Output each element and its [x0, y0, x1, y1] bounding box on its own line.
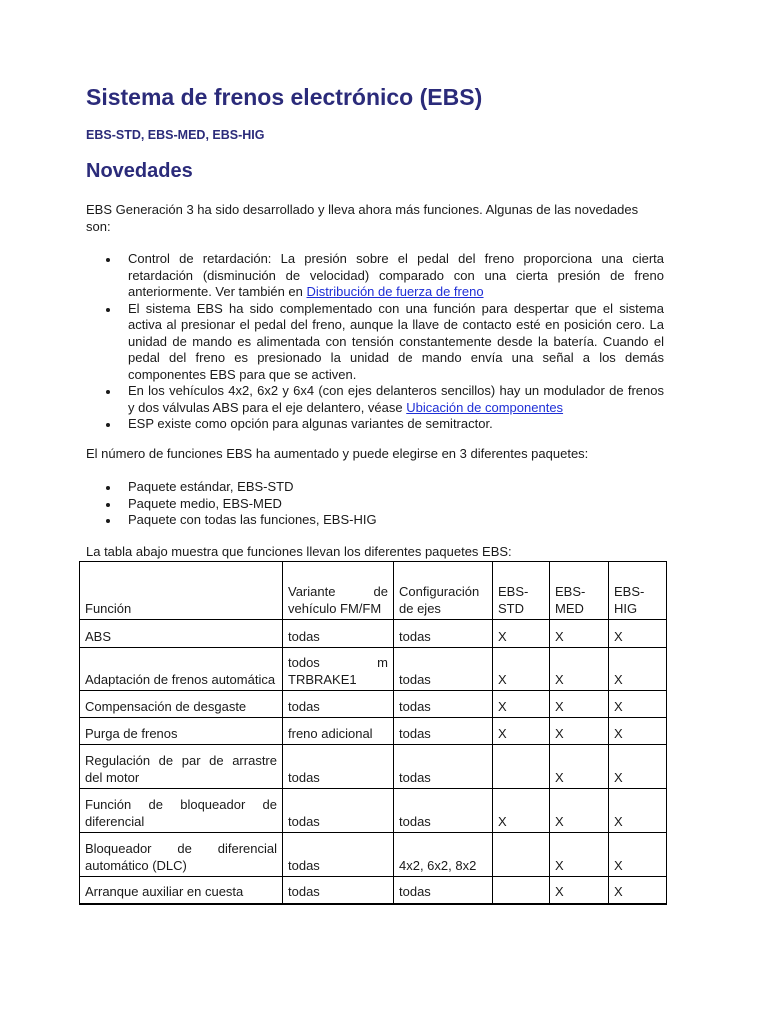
- table-row: [80, 620, 667, 648]
- list-item-text: ESP existe como opción para algunas variantes de semitractor.: [128, 416, 493, 431]
- cell-vehicle-variant: todas: [283, 833, 394, 877]
- table-header-row: [80, 562, 667, 620]
- header-function: Función: [80, 562, 283, 620]
- list-item: [86, 416, 664, 433]
- cell-ebs-std: [493, 745, 550, 789]
- cell-axle-config: todas: [394, 648, 493, 691]
- cell-ebs-med: X: [550, 691, 609, 718]
- cell-ebs-hig: X: [609, 789, 667, 833]
- cell-ebs-med: X: [550, 718, 609, 745]
- table-row: [80, 691, 667, 718]
- brake-force-distribution-link[interactable]: Distribución de fuerza de freno: [306, 284, 484, 299]
- list-item: [86, 383, 664, 416]
- cell-vehicle-variant: todas: [283, 691, 394, 718]
- cell-ebs-med: X: [550, 745, 609, 789]
- list-item-text: Control de retardación: La presión sobre el pedal del freno proporciona una cierta retardación (disminución de velocidad) comparado con una cierta presión de freno anteriormente. Ver también en: [128, 251, 664, 299]
- cell-vehicle-variant: todos m TRBRAKE1: [283, 648, 394, 691]
- cell-axle-config: todas: [394, 877, 493, 904]
- header-ebs-hig: EBS-HIG: [609, 562, 667, 620]
- cell-ebs-std: X: [493, 691, 550, 718]
- table-row: [80, 833, 667, 877]
- table-intro: La tabla abajo muestra que funciones llevan los diferentes paquetes EBS:: [86, 544, 512, 559]
- header-ebs-std: EBS-STD: [493, 562, 550, 620]
- cell-vehicle-variant: todas: [283, 877, 394, 904]
- list-item: Paquete estándar, EBS-STD: [86, 479, 664, 496]
- cell-ebs-std: X: [493, 620, 550, 648]
- cell-function: ABS: [80, 620, 283, 648]
- cell-ebs-med: X: [550, 789, 609, 833]
- table-row: [80, 718, 667, 745]
- table-row: [80, 877, 667, 904]
- cell-axle-config: todas: [394, 745, 493, 789]
- news-list: [86, 251, 664, 433]
- cell-ebs-std: X: [493, 789, 550, 833]
- packages-list: [86, 479, 664, 529]
- cell-ebs-hig: X: [609, 620, 667, 648]
- cell-ebs-med: X: [550, 833, 609, 877]
- cell-function: Purga de frenos: [80, 718, 283, 745]
- cell-axle-config: todas: [394, 789, 493, 833]
- cell-ebs-med: X: [550, 620, 609, 648]
- list-item-text: En los vehículos 4x2, 6x2 y 6x4 (con ejes delanteros sencillos) hay un modulador de frenos y dos válvulas ABS para el eje delantero, véase: [128, 383, 664, 415]
- ebs-functions-table: [79, 561, 667, 905]
- list-item: [86, 301, 664, 384]
- table-row: [80, 648, 667, 691]
- cell-function: Arranque auxiliar en cuesta: [80, 877, 283, 904]
- list-item: Paquete con todas las funciones, EBS-HIG: [86, 512, 664, 529]
- table-row: [80, 745, 667, 789]
- cell-axle-config: todas: [394, 718, 493, 745]
- cell-axle-config: 4x2, 6x2, 8x2: [394, 833, 493, 877]
- cell-function: Función de bloqueador de diferencial: [80, 789, 283, 833]
- cell-axle-config: todas: [394, 620, 493, 648]
- list-item: Paquete medio, EBS-MED: [86, 496, 664, 513]
- cell-ebs-hig: X: [609, 833, 667, 877]
- cell-ebs-hig: X: [609, 718, 667, 745]
- cell-ebs-std: X: [493, 648, 550, 691]
- cell-ebs-std: [493, 833, 550, 877]
- cell-ebs-hig: X: [609, 745, 667, 789]
- cell-function: Regulación de par de arrastre del motor: [80, 745, 283, 789]
- cell-ebs-hig: X: [609, 648, 667, 691]
- cell-ebs-hig: X: [609, 691, 667, 718]
- section-heading: Novedades: [86, 160, 193, 182]
- cell-function: Adaptación de frenos automática: [80, 648, 283, 691]
- header-vehicle-variant: Variante de vehículo FM/FM: [283, 562, 394, 620]
- cell-function: Compensación de desgaste: [80, 691, 283, 718]
- list-item: [86, 251, 664, 301]
- cell-vehicle-variant: todas: [283, 620, 394, 648]
- component-location-link[interactable]: Ubicación de componentes: [406, 399, 564, 415]
- cell-ebs-hig: X: [609, 877, 667, 904]
- header-ebs-med: EBS-MED: [550, 562, 609, 620]
- cell-vehicle-variant: todas: [283, 745, 394, 789]
- cell-vehicle-variant: freno adicional: [283, 718, 394, 745]
- cell-vehicle-variant: todas: [283, 789, 394, 833]
- variants-subtitle: EBS-STD, EBS-MED, EBS-HIG: [86, 128, 265, 142]
- cell-ebs-std: X: [493, 718, 550, 745]
- cell-function: Bloqueador de diferencial automático (DLC): [80, 833, 283, 877]
- list-item-text: El sistema EBS ha sido complementado con una función para despertar que el sistema activa al presionar el pedal del freno, aunque la llave de contacto esté en posición cero. La unidad de mando es alimentada con tensión constantemente desde la batería. Cuando el pedal del freno es presionado la unidad de mando envía una señal a los demás componentes EBS para que se activen.: [128, 300, 664, 382]
- cell-ebs-med: X: [550, 648, 609, 691]
- table-row: [80, 789, 667, 833]
- cell-ebs-std: [493, 877, 550, 904]
- packages-intro: El número de funciones EBS ha aumentado y puede elegirse en 3 diferentes paquetes:: [86, 446, 589, 461]
- cell-ebs-med: X: [550, 877, 609, 904]
- page-title: Sistema de frenos electrónico (EBS): [86, 84, 483, 110]
- intro-paragraph: EBS Generación 3 ha sido desarrollado y lleva ahora más funciones. Algunas de las novedades son:: [86, 202, 639, 234]
- header-axle-config: Configuración de ejes: [394, 562, 493, 620]
- cell-axle-config: todas: [394, 691, 493, 718]
